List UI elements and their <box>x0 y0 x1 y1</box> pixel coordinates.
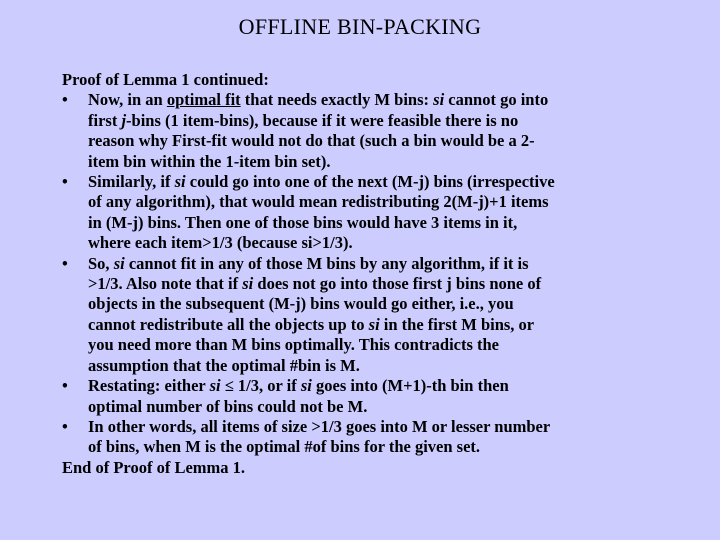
bullet-line: cannot redistribute all the objects up to si in the first M bins, or <box>88 314 535 334</box>
optimal-fit-term: optimal fit <box>166 90 241 110</box>
bullet-line: Restating: either si ≤ 1/3, or if si goes into (M+1)-th bin then <box>88 376 509 396</box>
proof-intro: Proof of Lemma 1 continued: <box>62 70 269 89</box>
bullet-line: item bin within the 1-item bin set). <box>88 151 331 171</box>
bullet-icon: • <box>62 172 68 192</box>
bullet-line: Now, in an optimal fit that needs exactly M bins: si cannot go into <box>88 90 549 110</box>
bullet-line: Similarly, if si could go into one of the next (M-j) bins (irrespective <box>88 172 555 192</box>
bullet-icon: • <box>62 90 68 110</box>
bullet-line: in (M-j) bins. Then one of those bins would have 3 items in it, <box>88 212 518 232</box>
bullet-item-restating <box>62 376 662 417</box>
bullet-item-similarly <box>62 172 662 254</box>
bullet-line: In other words, all items of size >1/3 goes into M or lesser number <box>88 416 551 436</box>
bullet-line: assumption that the optimal #bin is M. <box>88 355 360 375</box>
bullet-icon: • <box>62 416 68 436</box>
bullet-icon: • <box>62 253 68 273</box>
proof-closing: End of Proof of Lemma 1. <box>62 457 246 477</box>
bullet-icon: • <box>62 376 68 396</box>
bullet-line: of any algorithm), that would mean redistributing 2(M-j)+1 items <box>88 192 549 212</box>
bullet-line: So, si cannot fit in any of those M bins by any algorithm, if it is <box>88 253 529 273</box>
bullet-line: objects in the subsequent (M-j) bins would go either, i.e., you <box>88 294 514 314</box>
bullet-line: >1/3. Also note that if si does not go into those first j bins none of <box>88 274 542 294</box>
bullet-item-cannot-fit <box>62 254 662 376</box>
bullet-line: optimal number of bins could not be M. <box>88 396 368 416</box>
bullet-line: first j-bins (1 item-bins), because if it were feasible there is no <box>88 110 519 130</box>
bullet-item-in-other-words <box>62 417 662 458</box>
bullet-item-optimal-fit <box>62 90 662 172</box>
bullet-line: you need more than M bins optimally. This contradicts the <box>88 335 500 355</box>
slide-body <box>62 70 662 478</box>
bullet-line: of bins, when M is the optimal #of bins for the given set. <box>88 437 481 457</box>
bullet-line: where each item>1/3 (because si>1/3). <box>88 233 353 253</box>
slide-title: OFFLINE BIN-PACKING <box>238 14 482 39</box>
bullet-line: reason why First-fit would not do that (such a bin would be a 2- <box>88 131 535 151</box>
